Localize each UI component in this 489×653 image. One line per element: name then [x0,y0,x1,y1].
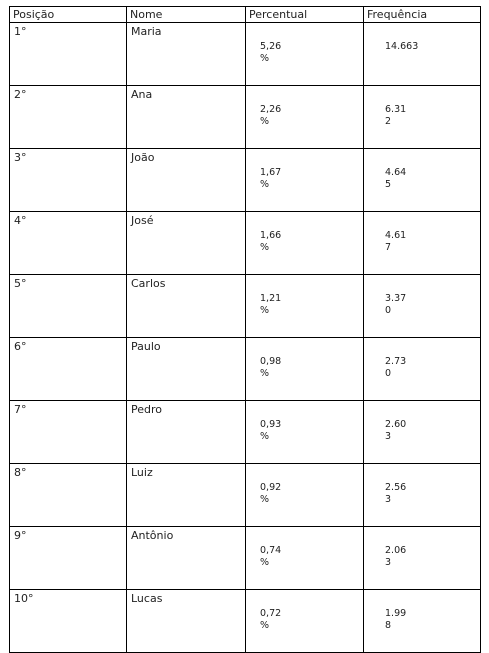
percentual-number: 1,66 [260,230,282,241]
frequencia-line-1: 2.06 [385,545,407,556]
frequencia-line-1: 4.64 [385,167,407,178]
percentual-value [260,545,363,569]
percentual-number: 0,93 [260,419,282,430]
percentual-number: 5,26 [260,41,282,52]
percentual-sign: % [260,242,270,253]
frequencia-value [385,356,480,380]
percentual-cell [246,275,364,338]
name-cell: Antônio [127,527,246,590]
position-cell: 1° [10,23,127,86]
frequencia-cell [364,464,481,527]
frequencia-cell [364,401,481,464]
header-row [10,7,481,23]
frequencia-value [385,230,480,254]
percentual-sign: % [260,557,270,568]
frequencia-value [385,608,480,632]
percentual-sign: % [260,305,270,316]
percentual-cell [246,590,364,653]
frequencia-line-2: 7 [385,242,392,253]
frequencia-cell [364,590,481,653]
frequencia-cell [364,86,481,149]
frequencia-line-1: 4.61 [385,230,407,241]
position-cell: 2° [10,86,127,149]
name-cell: Paulo [127,338,246,401]
frequencia-value [385,545,480,569]
percentual-sign: % [260,620,270,631]
frequencia-line-2: 2 [385,116,392,127]
frequencia-value [385,41,480,53]
percentual-cell [246,464,364,527]
header-percentual: Percentual [246,7,364,23]
name-cell: José [127,212,246,275]
table-row [10,401,481,464]
name-cell: João [127,149,246,212]
name-cell: Luiz [127,464,246,527]
percentual-value [260,608,363,632]
frequencia-line-1: 3.37 [385,293,407,304]
frequencia-cell [364,149,481,212]
frequencia-line-2: 5 [385,179,392,190]
frequencia-value [385,482,480,506]
frequencia-line-1: 14.663 [385,41,419,52]
frequencia-value [385,104,480,128]
position-cell: 3° [10,149,127,212]
table-row [10,527,481,590]
position-cell: 5° [10,275,127,338]
position-cell: 6° [10,338,127,401]
frequencia-line-1: 6.31 [385,104,407,115]
table-row [10,275,481,338]
percentual-sign: % [260,53,270,64]
table-row [10,23,481,86]
percentual-cell [246,338,364,401]
percentual-value [260,356,363,380]
percentual-sign: % [260,179,270,190]
frequencia-cell [364,338,481,401]
name-cell: Maria [127,23,246,86]
percentual-cell [246,212,364,275]
frequencia-cell [364,275,481,338]
percentual-value [260,167,363,191]
percentual-cell [246,149,364,212]
frequencia-line-2: 0 [385,368,392,379]
position-cell: 9° [10,527,127,590]
percentual-number: 1,21 [260,293,282,304]
percentual-value [260,419,363,443]
percentual-cell [246,527,364,590]
frequencia-line-2: 3 [385,494,392,505]
frequencia-line-2: 0 [385,305,392,316]
table-row [10,86,481,149]
percentual-value [260,104,363,128]
header-posicao: Posição [10,7,127,23]
position-cell: 7° [10,401,127,464]
percentual-sign: % [260,116,270,127]
percentual-cell [246,86,364,149]
percentual-number: 0,98 [260,356,282,367]
table-row [10,149,481,212]
frequencia-line-2: 3 [385,431,392,442]
percentual-number: 1,67 [260,167,282,178]
frequencia-line-1: 2.56 [385,482,407,493]
frequencia-cell [364,212,481,275]
frequencia-value [385,167,480,191]
percentual-value [260,41,363,65]
frequencia-value [385,293,480,317]
table-row [10,590,481,653]
table-row [10,464,481,527]
percentual-number: 2,26 [260,104,282,115]
names-frequency-table [9,6,481,653]
percentual-sign: % [260,431,270,442]
percentual-number: 0,72 [260,608,282,619]
name-cell: Pedro [127,401,246,464]
frequencia-line-1: 2.60 [385,419,407,430]
frequencia-cell [364,23,481,86]
frequencia-line-1: 1.99 [385,608,407,619]
table-row [10,338,481,401]
percentual-number: 0,92 [260,482,282,493]
percentual-sign: % [260,368,270,379]
name-cell: Ana [127,86,246,149]
frequencia-line-2: 3 [385,557,392,568]
position-cell: 10° [10,590,127,653]
table-body [10,23,481,653]
position-cell: 8° [10,464,127,527]
percentual-value [260,293,363,317]
percentual-number: 0,74 [260,545,282,556]
name-cell: Lucas [127,590,246,653]
header-frequencia: Frequência [364,7,481,23]
percentual-cell [246,23,364,86]
percentual-cell [246,401,364,464]
percentual-value [260,230,363,254]
frequencia-line-2: 8 [385,620,392,631]
frequencia-cell [364,527,481,590]
header-nome: Nome [127,7,246,23]
frequencia-line-1: 2.73 [385,356,407,367]
percentual-value [260,482,363,506]
name-cell: Carlos [127,275,246,338]
frequencia-value [385,419,480,443]
position-cell: 4° [10,212,127,275]
table-row [10,212,481,275]
percentual-sign: % [260,494,270,505]
